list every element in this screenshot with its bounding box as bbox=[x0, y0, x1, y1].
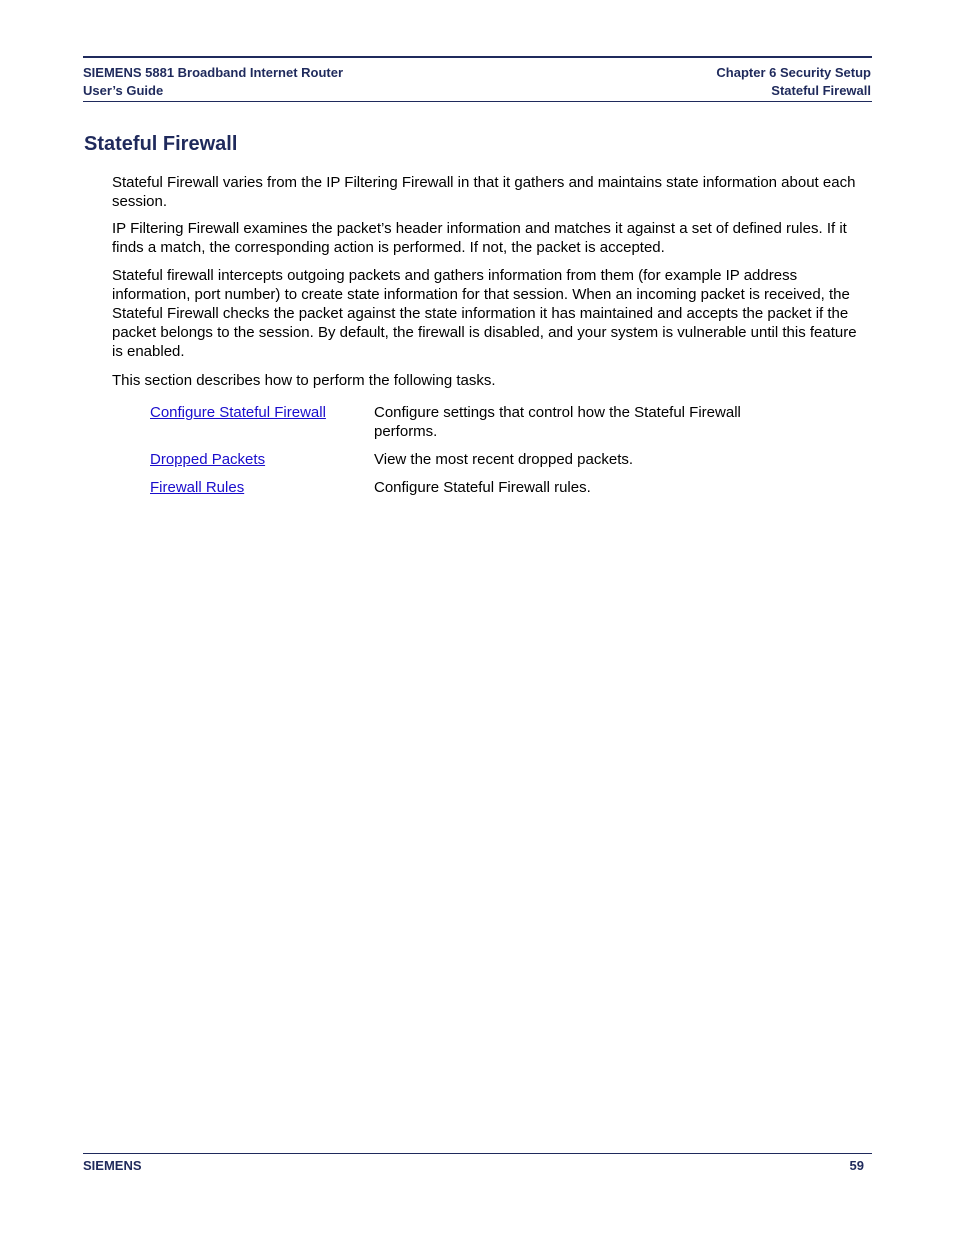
page-number: 59 bbox=[849, 1158, 864, 1173]
task-description: Configure settings that control how the Stateful Firewall performs. bbox=[374, 404, 741, 440]
page-header bbox=[83, 56, 872, 102]
paragraph-4: This section describes how to perform the following tasks. bbox=[112, 372, 496, 389]
footer-brand: SIEMENS bbox=[83, 1158, 142, 1173]
paragraph-2: IP Filtering Firewall examines the packet’s header information and matches it against a set of defined rules. If it finds a match, the corresponding action is performed. If not, the packet is accepted. bbox=[112, 220, 847, 256]
header-section: Stateful Firewall bbox=[771, 83, 871, 98]
header-left bbox=[83, 64, 343, 100]
header-chapter: Chapter 6 Security Setup bbox=[716, 65, 871, 80]
configure-stateful-firewall-link[interactable]: Configure Stateful Firewall bbox=[150, 404, 326, 421]
paragraph-3: Stateful firewall intercepts outgoing packets and gathers information from them (for example IP address information, port number) to create state information for that session. When an incoming packet is received, the Stateful Firewall checks the packet against the state information it has maintained and accepts the packet if the packet belongs to the session. By default, the firewall is disabled, and your system is vulnerable until this feature is enabled. bbox=[112, 267, 857, 360]
header-right bbox=[716, 64, 871, 100]
task-description: View the most recent dropped packets. bbox=[374, 451, 634, 468]
header-product-title: SIEMENS 5881 Broadband Internet Router bbox=[83, 65, 344, 80]
section-title: Stateful Firewall bbox=[84, 133, 238, 155]
task-description: Configure Stateful Firewall rules. bbox=[374, 479, 591, 496]
firewall-rules-link[interactable]: Firewall Rules bbox=[150, 479, 245, 496]
dropped-packets-link[interactable]: Dropped Packets bbox=[150, 451, 266, 468]
page-footer bbox=[83, 1153, 872, 1178]
header-guide-title: User’s Guide bbox=[83, 83, 164, 98]
paragraph-1: Stateful Firewall varies from the IP Filtering Firewall in that it gathers and maintains state information about each session. bbox=[112, 174, 856, 210]
